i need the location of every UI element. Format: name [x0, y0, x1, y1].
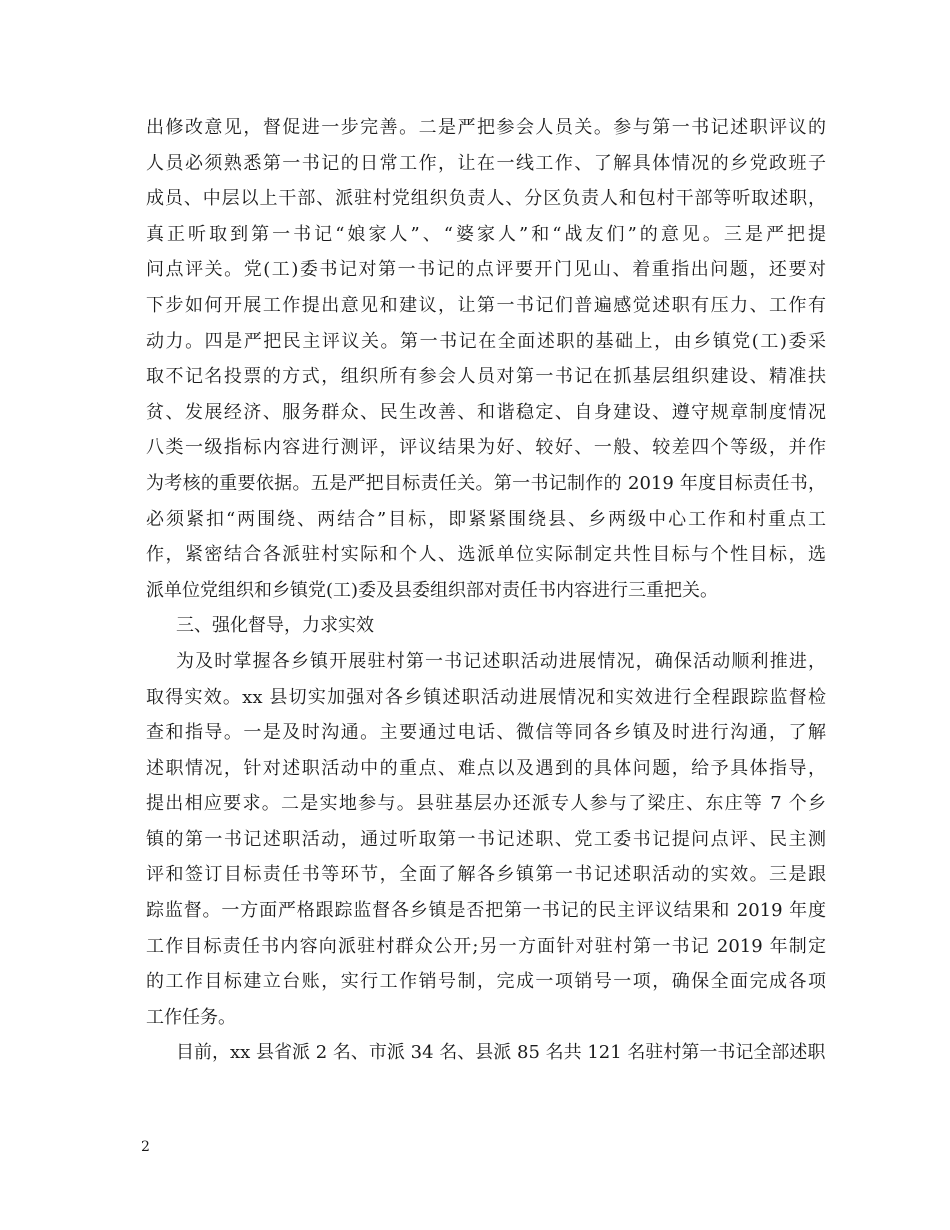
paragraph: [146, 644, 826, 1036]
text-line: 取不记名投票的方式，组织所有参会人员对第一书记在抓基层组织建设、精准扶: [146, 366, 826, 388]
paragraph: [146, 110, 826, 608]
text-line: 取得实效。xx 县切实加强对各乡镇述职活动进展情况和实效进行全程跟踪监督检: [146, 686, 826, 708]
heading-text: 三、强化督导，力求实效: [176, 615, 374, 637]
text-line: 工作任务。: [146, 1006, 236, 1028]
text-line: 真正听取到第一书记“娘家人”、“婆家人”和“战友们”的意见。三是严把提: [146, 223, 826, 245]
text-line: 踪监督。一方面严格跟踪监督各乡镇是否把第一书记的民主评议结果和 2019 年度: [146, 900, 826, 922]
text-line: 镇的第一书记述职活动，通过听取第一书记述职、党工委书记提问点评、民主测: [146, 828, 826, 850]
paragraph: [146, 1035, 826, 1071]
text-line: 查和指导。一是及时沟通。主要通过电话、微信等同各乡镇及时进行沟通，了解: [146, 722, 826, 744]
text-line: 提出相应要求。二是实地参与。县驻基层办还派专人参与了梁庄、东庄等 7 个乡: [146, 793, 826, 815]
text-line: 必须紧扣“两围绕、两结合”目标，即紧紧围绕县、乡两级中心工作和村重点工: [146, 508, 826, 530]
text-line: 八类一级指标内容进行测评，评议结果为好、较好、一般、较差四个等级，并作: [146, 437, 826, 459]
page-number: 2: [141, 1139, 150, 1155]
text-line: 作，紧密结合各派驻村实际和个人、选派单位实际制定共性目标与个性目标，选: [146, 544, 826, 566]
document-body: [146, 110, 826, 1071]
text-line: 动力。四是严把民主评议关。第一书记在全面述职的基础上，由乡镇党(工)委采: [146, 330, 826, 352]
text-line: 评和签订目标责任书等环节，全面了解各乡镇第一书记述职活动的实效。三是跟: [146, 864, 826, 886]
section-heading: [146, 608, 826, 644]
text-line: 目前，xx 县省派 2 名、市派 34 名、县派 85 名共 121 名驻村第一书记全部述职: [176, 1042, 826, 1064]
text-line: 为考核的重要依据。五是严把目标责任关。第一书记制作的 2019 年度目标责任书，: [146, 472, 826, 494]
text-line: 派单位党组织和乡镇党(工)委及县委组织部对责任书内容进行三重把关。: [146, 579, 719, 601]
text-line: 人员必须熟悉第一书记的日常工作，让在一线工作、了解具体情况的乡党政班子: [146, 152, 826, 174]
text-line: 问点评关。党(工)委书记对第一书记的点评要开门见山、着重指出问题，还要对: [146, 259, 826, 281]
text-line: 述职情况，针对述职活动中的重点、难点以及遇到的具体问题，给予具体指导，: [146, 757, 826, 779]
text-line: 为及时掌握各乡镇开展驻村第一书记述职活动进展情况，确保活动顺利推进，: [176, 650, 826, 672]
text-line: 贫、发展经济、服务群众、民生改善、和谐稳定、自身建设、遵守规章制度情况: [146, 401, 826, 423]
text-line: 出修改意见，督促进一步完善。二是严把参会人员关。参与第一书记述职评议的: [146, 117, 826, 138]
text-line: 的工作目标建立台账，实行工作销号制，完成一项销号一项，确保全面完成各项: [146, 971, 826, 993]
text-line: 成员、中层以上干部、派驻村党组织负责人、分区负责人和包村干部等听取述职，: [146, 188, 826, 210]
text-line: 下步如何开展工作提出意见和建议，让第一书记们普遍感觉述职有压力、工作有: [146, 294, 826, 316]
text-line: 工作目标责任书内容向派驻村群众公开;另一方面针对驻村第一书记 2019 年制定: [146, 935, 826, 957]
